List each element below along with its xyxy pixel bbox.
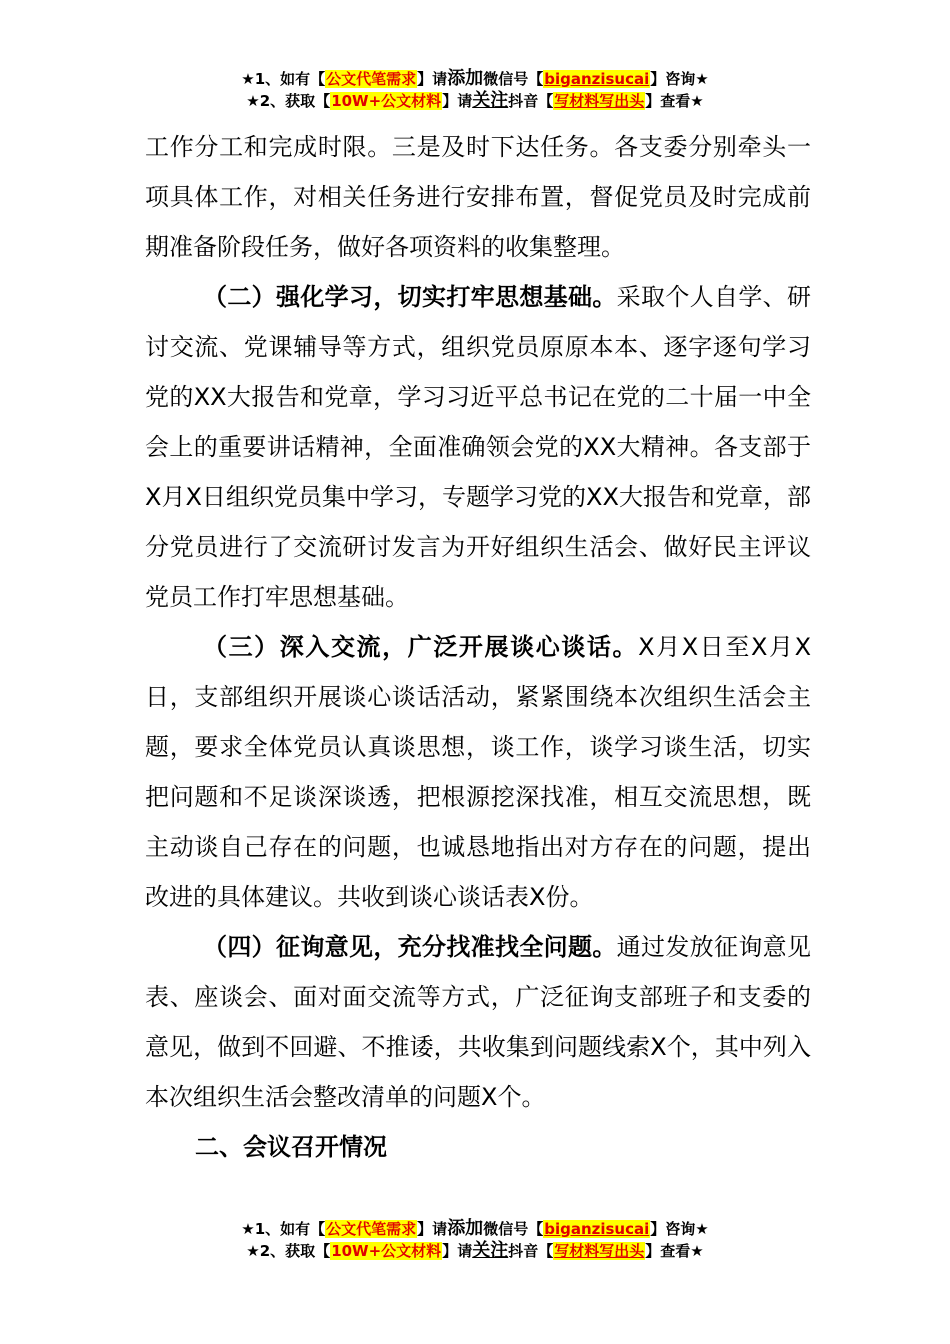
paragraph-study	[145, 272, 811, 622]
banner-text: 】请	[442, 92, 473, 110]
banner-text: 】请	[442, 1242, 473, 1260]
banner-highlight: 10W+公文材料	[331, 1242, 442, 1260]
banner-line-1	[0, 68, 950, 90]
header-ad-banner	[0, 68, 950, 112]
banner-text: 抖音【	[508, 1242, 554, 1260]
paragraph-continued: 工作分工和完成时限。三是及时下达任务。各支委分别牵头一项具体工作，对相关任务进行安排布置，督促党员及时完成前期准备阶段任务，做好各项资料的收集整理。	[145, 133, 811, 261]
paragraph-talks	[145, 622, 811, 922]
section-heading-meeting: 二、会议召开情况	[195, 1133, 387, 1161]
banner-emphasis: 关注	[472, 1240, 509, 1261]
paragraph-text: 采取个人自学、研讨交流、党课辅导等方式，组织党员原原本本、逐字逐句学习党的XX大报告和党章，学习习近平总书记在党的二十届一中全会上的重要讲话精神，全面准确领会党的XX大精神。各支部于X月X日组织党员集中学习，专题学习党的XX大报告和党章，部分党员进行了交流研讨发言为开好组织生活会、做好民主评议党员工作打牢思想基础。	[145, 283, 812, 611]
banner-douyin-id: 写材料写出头	[554, 1242, 645, 1260]
paragraph-text: 通过发放征询意见表、座谈会、面对面交流等方式，广泛征询支部班子和支委的意见，做到不回避、不推诿，共收集到问题线索X个，其中列入本次组织生活会整改清单的问题X个。	[145, 933, 812, 1111]
banner-highlight: 10W+公文材料	[331, 92, 442, 110]
banner-text: ★1、如有【	[241, 70, 326, 88]
banner-wechat-id: biganzisucai	[544, 1220, 650, 1238]
banner-highlight: 公文代笔需求	[326, 1220, 417, 1238]
banner-text: ★2、获取【	[246, 92, 331, 110]
paragraph-text: X月X日至X月X日，支部组织开展谈心谈话活动，紧紧围绕本次组织生活会主题，要求全体党员认真谈思想，谈工作，谈学习谈生活，切实把问题和不足谈深谈透，把根源挖深找准，相互交流思想，既主动谈自己存在的问题，也诚恳地指出对方存在的问题，提出改进的具体建议。共收到谈心谈话表X份。	[145, 633, 812, 911]
paragraph-opinions	[145, 922, 811, 1122]
banner-text: 微信号【	[483, 70, 544, 88]
banner-text: 】请	[417, 70, 448, 88]
banner-text: ★2、获取【	[246, 1242, 331, 1260]
banner-line-2	[0, 90, 950, 112]
banner-text: 微信号【	[483, 1220, 544, 1238]
banner-text: 】请	[417, 1220, 448, 1238]
banner-text: ★1、如有【	[241, 1220, 326, 1238]
footer-ad-banner	[0, 1218, 950, 1262]
banner-douyin-id: 写材料写出头	[554, 92, 645, 110]
section-heading-study: （二）强化学习，切实打牢思想基础。	[203, 283, 617, 311]
banner-line-1	[0, 1218, 950, 1240]
banner-emphasis: 关注	[472, 90, 509, 111]
banner-line-2	[0, 1240, 950, 1262]
banner-text: 】查看★	[645, 92, 704, 110]
banner-text: 】查看★	[645, 1242, 704, 1260]
banner-text: 】咨询★	[650, 1220, 709, 1238]
banner-highlight: 公文代笔需求	[326, 70, 417, 88]
banner-emphasis: 添加	[447, 1218, 484, 1239]
banner-text: 】咨询★	[650, 70, 709, 88]
banner-text: 抖音【	[508, 92, 554, 110]
document-body	[145, 122, 811, 1172]
banner-wechat-id: biganzisucai	[544, 70, 650, 88]
section-heading-opinions: （四）征询意见，充分找准找全问题。	[203, 933, 617, 961]
banner-emphasis: 添加	[447, 68, 484, 89]
section-heading-talks: （三）深入交流，广泛开展谈心谈话。	[203, 633, 639, 661]
